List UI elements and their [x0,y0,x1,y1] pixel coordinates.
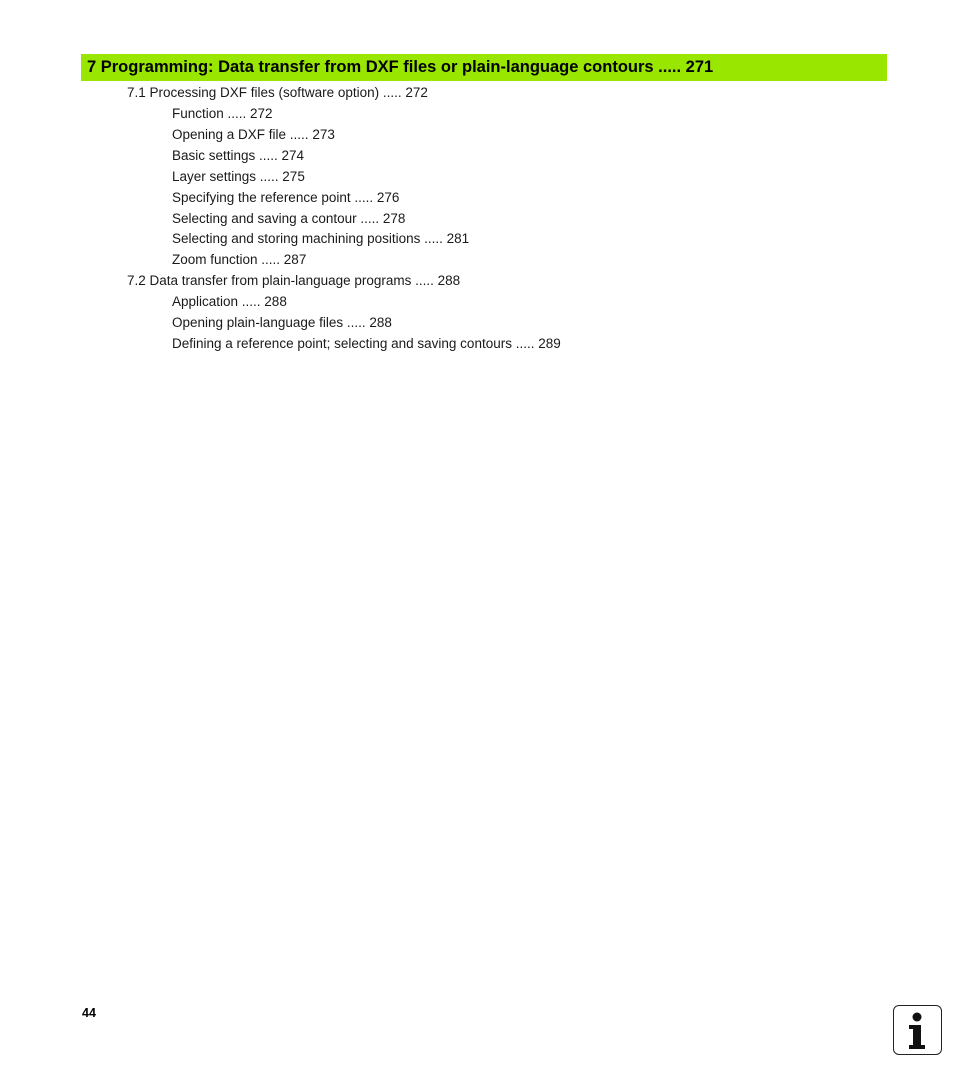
toc-item[interactable]: Selecting and saving a contour ..... 278 [172,211,406,226]
toc-item[interactable]: Layer settings ..... 275 [172,169,305,184]
toc-item[interactable]: Function ..... 272 [172,106,273,121]
toc-section-7-2[interactable]: 7.2 Data transfer from plain-language programs ..... 288 [127,273,461,288]
toc-item[interactable]: Basic settings ..... 274 [172,148,305,163]
toc-item[interactable]: Defining a reference point; selecting and saving contours ..... 289 [172,336,561,351]
page-number: 44 [82,1006,96,1020]
toc-item[interactable]: Specifying the reference point ..... 276 [172,190,400,205]
toc-item[interactable]: Opening a DXF file ..... 273 [172,127,335,142]
chapter-heading-bar [81,54,887,81]
toc-item[interactable]: Selecting and storing machining positions ..... 281 [172,231,470,246]
toc-section-7-1[interactable]: 7.1 Processing DXF files (software option) ..... 272 [127,85,428,100]
toc-item[interactable]: Zoom function ..... 287 [172,252,307,267]
toc-item[interactable]: Opening plain-language files ..... 288 [172,315,392,330]
chapter-title[interactable]: 7 Programming: Data transfer from DXF files or plain-language contours ..... 271 [87,58,714,76]
toc-item[interactable]: Application ..... 288 [172,294,287,309]
info-glyph [894,1006,940,1053]
info-icon [893,1005,942,1055]
